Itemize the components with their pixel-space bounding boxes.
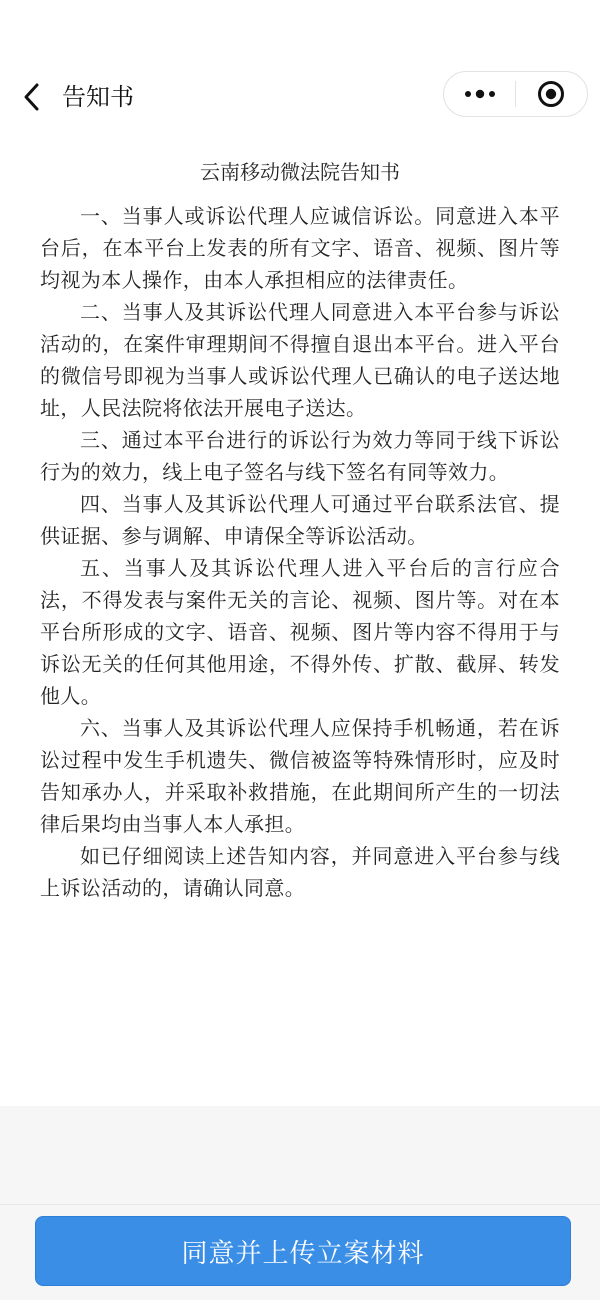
page-title: 告知书 — [62, 83, 134, 111]
target-close-icon — [536, 79, 566, 109]
notice-paragraph: 三、通过本平台进行的诉讼行为效力等同于线下诉讼行为的效力，线上电子签名与线下签名有同等效力。 — [40, 428, 560, 484]
more-button[interactable] — [444, 71, 515, 117]
footer-divider — [0, 1204, 600, 1205]
notice-paragraph: 二、当事人及其诉讼代理人同意进入本平台参与诉讼活动的，在案件审理期间不得擅自退出本平台。进入平台的微信号即视为当事人或诉讼代理人已确认的电子送达地址，人民法院将依法开展电子送达。 — [40, 300, 560, 420]
notice-paragraph: 四、当事人及其诉讼代理人可通过平台联系法官、提供证据、参与调解、申请保全等诉讼活动。 — [40, 492, 560, 548]
more-dots-icon — [463, 88, 497, 100]
back-button[interactable] — [14, 79, 50, 115]
nav-header — [0, 62, 600, 132]
mini-program-capsule — [443, 71, 588, 117]
close-button[interactable] — [516, 71, 587, 117]
agree-upload-button[interactable]: 同意并上传立案材料 — [35, 1216, 571, 1286]
notice-paragraph: 六、当事人及其诉讼代理人应保持手机畅通，若在诉讼过程中发生手机遗失、微信被盗等特殊情形时，应及时告知承办人，并采取补救措施，在此期间所产生的一切法律后果均由当事人本人承担。 — [40, 716, 560, 836]
notice-paragraph: 如已仔细阅读上述告知内容，并同意进入平台参与线上诉讼活动的，请确认同意。 — [40, 844, 560, 900]
document-title: 云南移动微法院告知书 — [200, 160, 400, 184]
chevron-left-icon — [21, 82, 43, 112]
notice-content — [40, 150, 560, 904]
notice-paragraph: 五、当事人及其诉讼代理人进入平台后的言行应合法，不得发表与案件无关的言论、视频、图片等。对在本平台所形成的文字、语音、视频、图片等内容不得用于与诉讼无关的任何其他用途，不得外传、扩散、截屏、转发他人。 — [40, 556, 560, 708]
notice-paragraph: 一、当事人或诉讼代理人应诚信诉讼。同意进入本平台后，在本平台上发表的所有文字、语音、视频、图片等均视为本人操作，由本人承担相应的法律责任。 — [40, 204, 560, 292]
